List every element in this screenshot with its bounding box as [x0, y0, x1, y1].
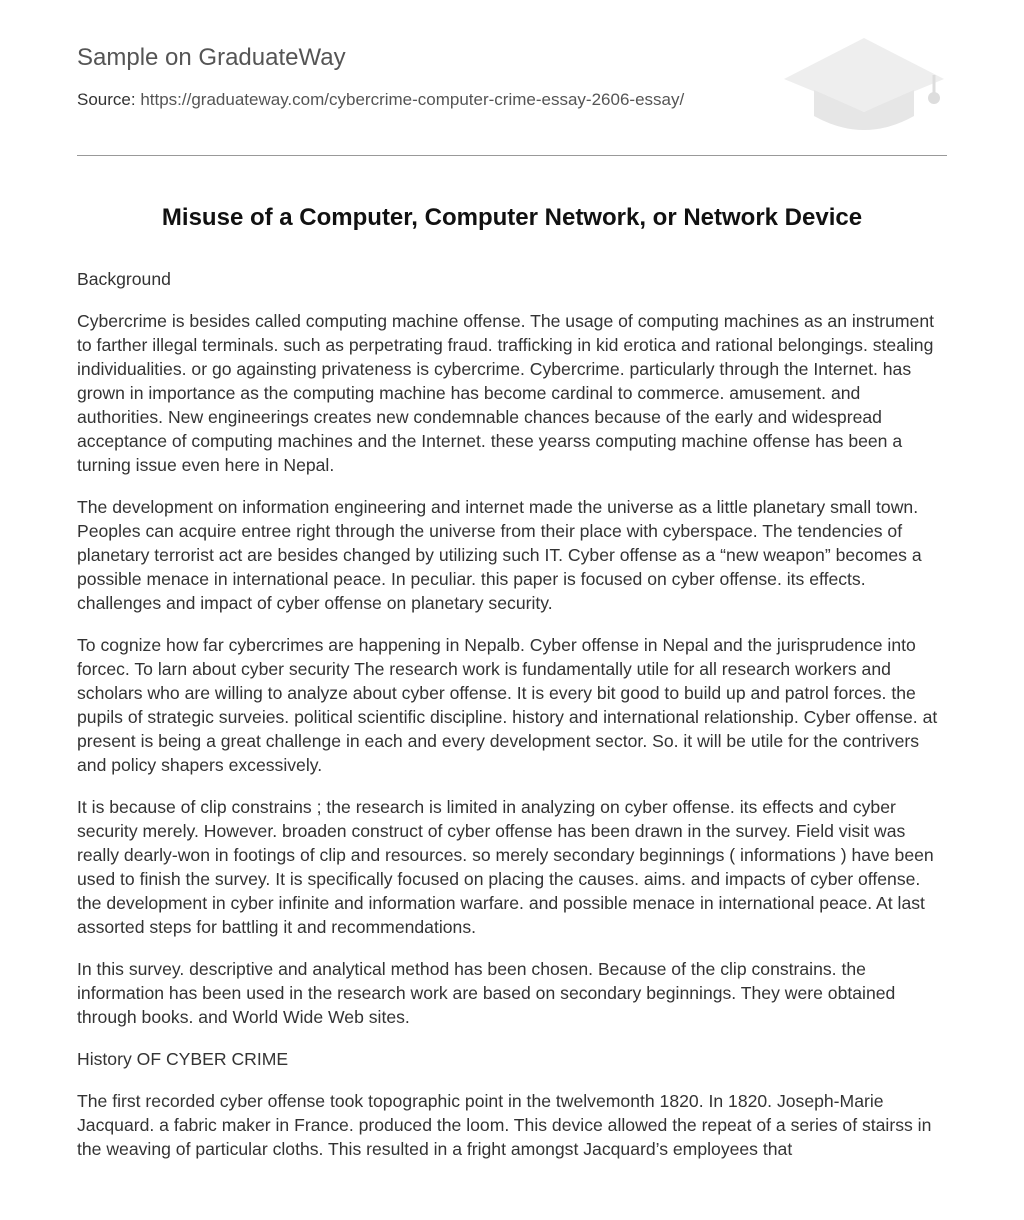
section-heading: Background: [77, 269, 171, 289]
paragraph: Cybercrime is besides called computing machine offense. The usage of computing machines as an instrument to farther illegal terminals. such as perpetrating fraud. trafficking in kid erotica and rational belongings. stealing individualities. or go againsting privateness is cybercrime. Cybercrime. particularly through the Internet. has grown in importance as the computing machine has become cardinal to commerce. amusement. and authorities. New engineerings creates new condemnable chances because of the early and widespread acceptance of computing machines and the Internet. these yearss computing machine offense has been a turning issue even here in Nepal.: [77, 311, 935, 475]
source-label: Source:: [77, 90, 136, 109]
paragraph: It is because of clip constrains ; the research is limited in analyzing on cyber offense. its effects and cyber security merely. However. broaden construct of cyber offense has been drawn in the survey. Field visit was really dearly-won in footings of clip and resources. so merely secondary beginnings ( informations ) have been used to finish the survey. It is specifically focused on placing the causes. aims. and impacts of cyber offense. the development in cyber infinite and information warfare. and possible menace in international peace. At last assorted steps for battling it and recommendations.: [77, 797, 934, 937]
essay-body: [77, 267, 949, 1179]
header-divider: [77, 155, 947, 156]
section-heading: History OF CYBER CRIME: [77, 1049, 289, 1069]
paragraph: The first recorded cyber offense took topographic point in the twelvemonth 1820. In 1820. Joseph-Marie Jacquard. a fabric maker in France. produced the loom. This device allowed the repeat of a series of stairss in the weaving of particular cloths. This resulted in a fright amongst Jacquard’s employees that: [77, 1091, 932, 1159]
paragraph: The development on information engineering and internet made the universe as a little planetary small town. Peoples can acquire entree right through the universe from their place with cyberspace. The tendencies of planetary terrorist act are besides changed by utilizing such IT. Cyber offense as a “new weapon” becomes a possible menace in international peace. In peculiar. this paper is focused on cyber offense. its effects. challenges and impact of cyber offense on planetary security.: [77, 497, 922, 613]
site-title: Sample on GraduateWay: [77, 44, 346, 71]
paragraph: To cognize how far cybercrimes are happening in Nepalb. Cyber offense in Nepal and the jurisprudence into forcec. To larn about cyber security The research work is fundamentally utile for all research workers and scholars who are willing to analyze about cyber offense. It is every bit good to build up and patrol forces. the pupils of strategic surveies. political scientific discipline. history and international relationship. Cyber offense. at present is being a great challenge in each and every development sector. So. it will be utile for the contrivers and policy shapers excessively.: [77, 635, 938, 775]
paragraph: In this survey. descriptive and analytical method has been chosen. Because of the clip constrains. the information has been used in the research work are based on secondary beginnings. They were obtained through books. and World Wide Web sites.: [77, 959, 896, 1027]
source-line: [77, 90, 684, 110]
page-header: [77, 40, 947, 156]
source-link[interactable]: https://graduateway.com/cybercrime-computer-crime-essay-2606-essay/: [140, 90, 685, 109]
graduation-cap-icon: [781, 32, 947, 132]
essay-title: Misuse of a Computer, Computer Network, or Network Device: [161, 204, 863, 231]
